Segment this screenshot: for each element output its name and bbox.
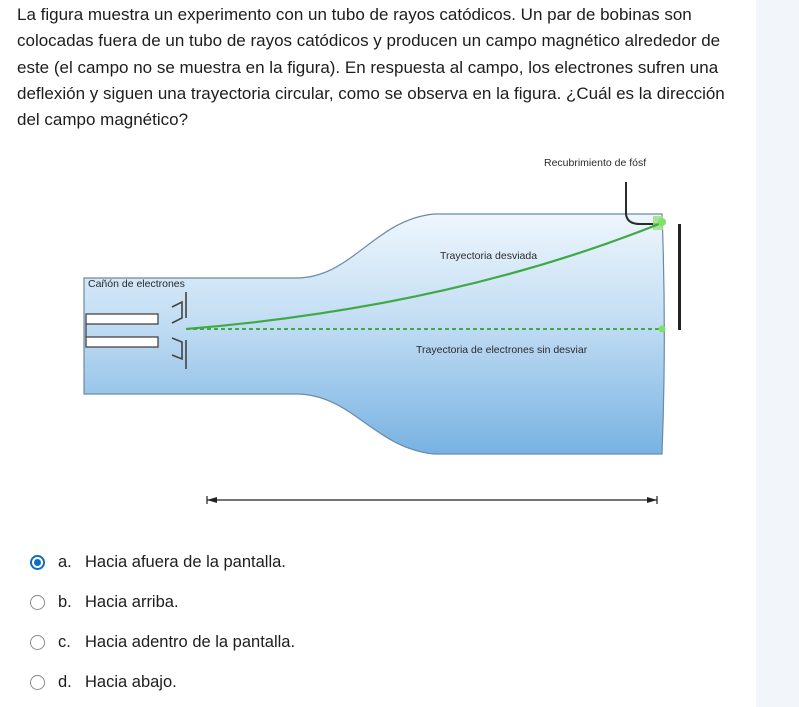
page-margin-strip (756, 0, 799, 707)
label-electron-gun: Cañón de electrones (88, 278, 185, 290)
option-c[interactable] (26, 622, 295, 662)
radio-button[interactable] (30, 675, 45, 690)
option-text: Hacia adentro de la pantalla. (85, 632, 296, 651)
screen-bar (678, 224, 681, 330)
option-letter: b. (58, 592, 72, 611)
option-letter: c. (58, 632, 71, 651)
radio-button-selected[interactable] (30, 555, 45, 570)
option-b[interactable] (26, 582, 295, 622)
option-letter: d. (58, 672, 72, 691)
radio-button[interactable] (30, 635, 45, 650)
undeflected-impact-point (659, 326, 666, 333)
question-text: La figura muestra un experimento con un tubo de rayos catódicos. Un par de bobinas son colocadas fuera de un tubo de rayos catódicos y producen un campo magnético alrededor de este (el campo no se muestra en la figura). En respuesta al campo, los electrones sufren una deflexión y siguen una trayectoria circular, como se observa en la figura. ¿Cuál es la dirección del campo magnético? (17, 5, 725, 130)
crt-figure (74, 142, 681, 510)
label-undeflected-path: Trayectoria de electrones sin desviar (416, 344, 588, 356)
crt-tube-body (84, 214, 664, 454)
option-text: Hacia arriba. (85, 592, 179, 611)
label-deflected-path: Trayectoria desviada (440, 250, 538, 262)
deflected-impact-point (658, 218, 666, 226)
option-a[interactable] (26, 542, 295, 582)
crt-diagram (74, 142, 681, 510)
option-letter: a. (58, 552, 72, 571)
option-text: Hacia afuera de la pantalla. (85, 552, 286, 571)
option-text: Hacia abajo. (85, 672, 177, 691)
option-d[interactable] (26, 662, 295, 702)
length-arrow (207, 496, 657, 504)
radio-button[interactable] (30, 595, 45, 610)
label-phosphor-coating: Recubrimiento de fósf (544, 157, 647, 169)
answer-options (26, 542, 295, 702)
